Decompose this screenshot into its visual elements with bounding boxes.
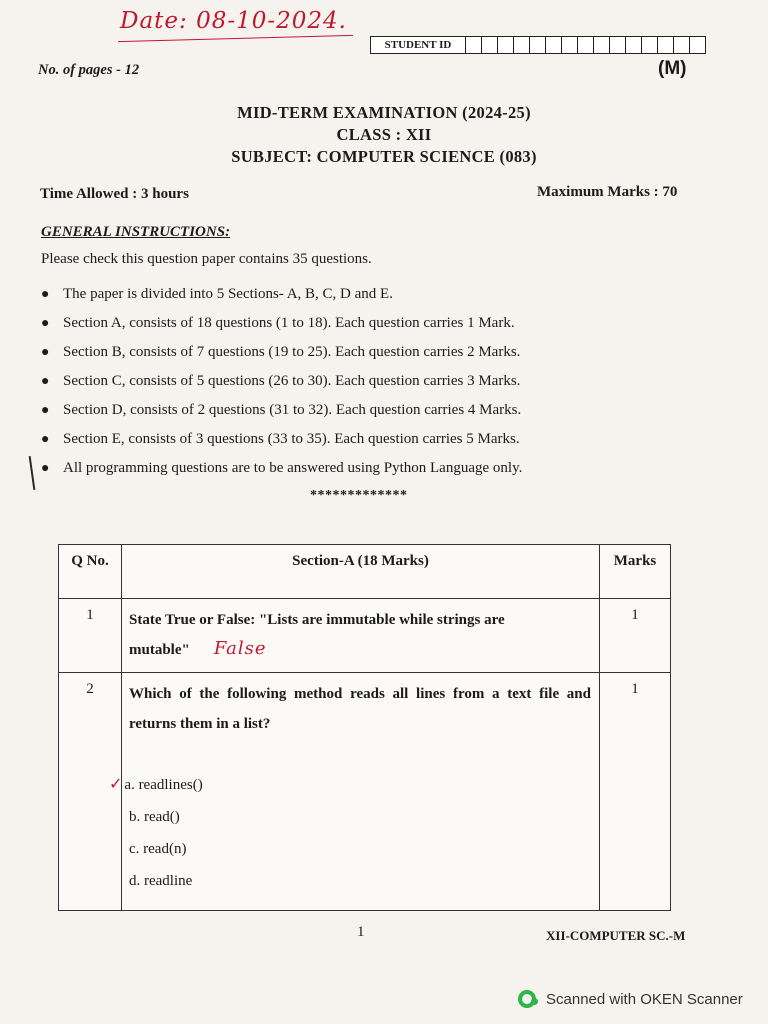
instruction-item bbox=[41, 396, 641, 425]
student-id-digit-box bbox=[674, 37, 690, 53]
scanner-logo-icon bbox=[518, 990, 536, 1008]
student-id-box bbox=[370, 36, 706, 54]
pages-count: No. of pages - 12 bbox=[38, 62, 140, 78]
subject-title: SUBJECT: COMPUTER SCIENCE (083) bbox=[231, 147, 537, 166]
handwritten-date: Date: 08-10-2024. bbox=[120, 8, 347, 34]
student-id-digit-box bbox=[594, 37, 610, 53]
scanner-watermark bbox=[518, 990, 743, 1008]
instruction-item bbox=[41, 280, 641, 309]
instruction-item bbox=[41, 454, 641, 483]
bullet-icon: ● bbox=[41, 374, 50, 389]
paper-set-code: (M) bbox=[658, 58, 687, 79]
student-id-digit-box bbox=[626, 37, 642, 53]
bullet-icon: ● bbox=[41, 432, 50, 447]
bullet-icon: ● bbox=[41, 461, 50, 476]
question-text: Which of the following method reads all lines from a text file and returns them in a list? bbox=[129, 686, 591, 732]
student-id-digit-box bbox=[690, 37, 705, 53]
student-id-digit-box bbox=[578, 37, 594, 53]
instruction-item bbox=[41, 309, 641, 338]
instruction-text: Section A, consists of 18 questions (1 to 18). Each question carries 1 Mark. bbox=[63, 315, 515, 331]
student-id-digit-box bbox=[498, 37, 514, 53]
instruction-item bbox=[41, 367, 641, 396]
bullet-icon: ● bbox=[41, 345, 50, 360]
student-id-digit-box bbox=[514, 37, 530, 53]
student-id-digit-box bbox=[482, 37, 498, 53]
instruction-text: Section E, consists of 3 questions (33 to 35). Each question carries 5 Marks. bbox=[63, 431, 520, 447]
table-row bbox=[59, 673, 671, 911]
date-underline bbox=[118, 35, 353, 42]
section-separator: ************* bbox=[310, 488, 408, 503]
question-number: 2 bbox=[59, 673, 122, 911]
instruction-text: Section B, consists of 7 questions (19 to 25). Each question carries 2 Marks. bbox=[63, 344, 521, 360]
question-cell bbox=[109, 673, 600, 911]
instructions-heading: GENERAL INSTRUCTIONS: bbox=[41, 224, 231, 240]
table-row bbox=[59, 599, 671, 673]
student-id-digit-box bbox=[546, 37, 562, 53]
option-item bbox=[129, 865, 591, 897]
instructions-intro: Please check this question paper contains 35 questions. bbox=[41, 251, 372, 267]
instruction-item bbox=[41, 338, 641, 367]
instructions-list bbox=[41, 280, 641, 483]
instruction-text: Section D, consists of 2 questions (31 to 32). Each question carries 4 Marks. bbox=[63, 402, 522, 418]
header-section: Section-A (18 Marks) bbox=[122, 545, 600, 599]
question-table bbox=[58, 544, 671, 911]
student-id-label: STUDENT ID bbox=[371, 37, 466, 53]
exam-title: MID-TERM EXAMINATION (2024-25) bbox=[237, 103, 531, 122]
option-text: a. readlines() bbox=[124, 777, 203, 793]
student-id-digit-box bbox=[642, 37, 658, 53]
question-marks: 1 bbox=[600, 599, 671, 673]
maximum-marks: Maximum Marks : 70 bbox=[537, 184, 678, 200]
question-number: 1 bbox=[59, 599, 122, 673]
question-text: State True or False: "Lists are immutable while strings are mutable" bbox=[129, 612, 505, 658]
page-number: 1 bbox=[357, 924, 365, 940]
question-cell bbox=[122, 599, 600, 673]
header-qno: Q No. bbox=[59, 545, 122, 599]
option-item bbox=[109, 769, 591, 801]
student-id-digit-box bbox=[610, 37, 626, 53]
bullet-icon: ● bbox=[41, 403, 50, 418]
scanner-text: Scanned with OKEN Scanner bbox=[546, 990, 743, 1008]
option-item bbox=[129, 833, 591, 865]
option-text: c. read(n) bbox=[129, 841, 187, 857]
instruction-text: All programming questions are to be answered using Python Language only. bbox=[63, 460, 523, 476]
student-id-digit-box bbox=[466, 37, 482, 53]
bullet-icon: ● bbox=[41, 287, 50, 302]
table-header-row bbox=[59, 545, 671, 599]
student-id-digit-box bbox=[562, 37, 578, 53]
option-text: d. readline bbox=[129, 873, 193, 889]
handwritten-answer: False bbox=[213, 638, 267, 659]
student-id-digit-box bbox=[658, 37, 674, 53]
option-item bbox=[129, 801, 591, 833]
instruction-text: The paper is divided into 5 Sections- A, B, C, D and E. bbox=[63, 286, 393, 302]
time-allowed: Time Allowed : 3 hours bbox=[40, 186, 189, 202]
check-icon: ✓ bbox=[109, 776, 123, 793]
footer-code: XII-COMPUTER SC.-M bbox=[546, 928, 686, 943]
question-marks: 1 bbox=[600, 673, 671, 911]
exam-header bbox=[0, 102, 768, 168]
instruction-text: Section C, consists of 5 questions (26 to 30). Each question carries 3 Marks. bbox=[63, 373, 521, 389]
instruction-item bbox=[41, 425, 641, 454]
class-title: CLASS : XII bbox=[336, 125, 432, 144]
student-id-digit-box bbox=[530, 37, 546, 53]
pen-stroke-mark bbox=[29, 456, 36, 490]
option-text: b. read() bbox=[129, 809, 180, 825]
bullet-icon: ● bbox=[41, 316, 50, 331]
header-marks: Marks bbox=[600, 545, 671, 599]
